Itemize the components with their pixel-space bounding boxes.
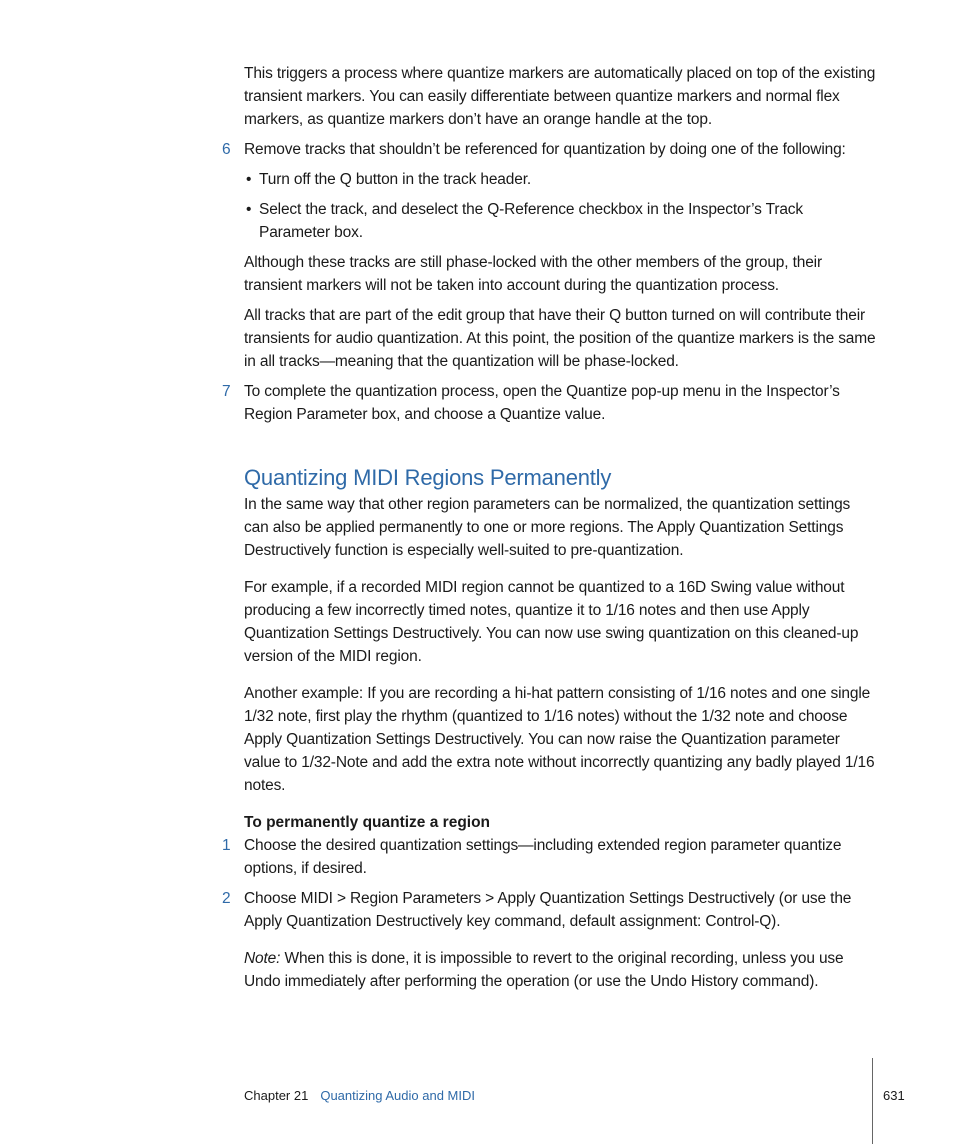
step-text: To complete the quantization process, open the Quantize pop-up menu in the Inspector’s Region Parameter box, and choose a Quantize value. (244, 383, 840, 423)
step-text: Choose the desired quantization settings—including extended region parameter quantize options, if desired. (244, 837, 842, 877)
body-paragraph: All tracks that are part of the edit group that have their Q button turned on will contribute their transients for audio quantization. At this point, the position of the quantize markers is the same in all tracks—meaning that the quantization will be phase-locked. (244, 307, 876, 370)
page-number: 631 (883, 1088, 905, 1103)
intro-paragraph: This triggers a process where quantize markers are automatically placed on top of the existing transient markers. You can easily differentiate between quantize markers and normal flex markers, as quantize markers don’t have an orange handle at the top. (244, 65, 876, 128)
bullet-text: Select the track, and deselect the Q-Reference checkbox in the Inspector’s Track Parameter box. (259, 201, 803, 241)
footer-divider (872, 1058, 873, 1144)
body-paragraph: Although these tracks are still phase-locked with the other members of the group, their transient markers will not be taken into account during the quantization process. (244, 254, 822, 294)
step-text: Choose MIDI > Region Parameters > Apply Quantization Settings Destructively (or use the Apply Quantization Destructively key command, default assignment: Control-Q). (244, 890, 852, 930)
section-heading: Quantizing MIDI Regions Permanently (244, 465, 612, 490)
task-title: To permanently quantize a region (244, 814, 491, 831)
note-text: When this is done, it is impossible to revert to the original recording, unless you use Undo immediately after performing the operation (or use the Undo History command). (244, 950, 844, 990)
step-number: 1 (222, 837, 231, 854)
note-paragraph (244, 947, 876, 993)
footer-chapter-number: Chapter 21 (244, 1088, 309, 1103)
step-text: Remove tracks that shouldn’t be referenced for quantization by doing one of the following: (244, 141, 846, 158)
body-paragraph: For example, if a recorded MIDI region cannot be quantized to a 16D Swing value without producing a few incorrectly timed notes, quantize it to 1/16 notes and then use Apply Quantization Settings Destructively. You can now use swing quantization on this cleaned-up version of the MIDI region. (244, 579, 859, 665)
bullet-marker: • (246, 201, 252, 218)
note-label: Note: (244, 950, 281, 967)
step-number: 7 (222, 383, 231, 400)
body-paragraph: Another example: If you are recording a hi-hat pattern consisting of 1/16 notes and one single 1/32 note, first play the rhythm (quantized to 1/16 notes) without the 1/32 note and choose Apply Quantization Settings Destructively. You can now raise the Quantization parameter value to 1/32-Note and add the extra note without incorrectly quantizing any badly played 1/16 notes. (244, 685, 875, 794)
footer-chapter-title: Quantizing Audio and MIDI (320, 1088, 475, 1103)
step-number: 6 (222, 141, 231, 158)
body-paragraph: In the same way that other region parameters can be normalized, the quantization settings can also be applied permanently to one or more regions. The Apply Quantization Settings Destructively function is especially well-suited to pre-quantization. (244, 496, 851, 559)
bullet-text: Turn off the Q button in the track header. (259, 171, 532, 188)
bullet-marker: • (246, 171, 252, 188)
footer-chapter (244, 1087, 475, 1105)
step-number: 2 (222, 890, 231, 907)
